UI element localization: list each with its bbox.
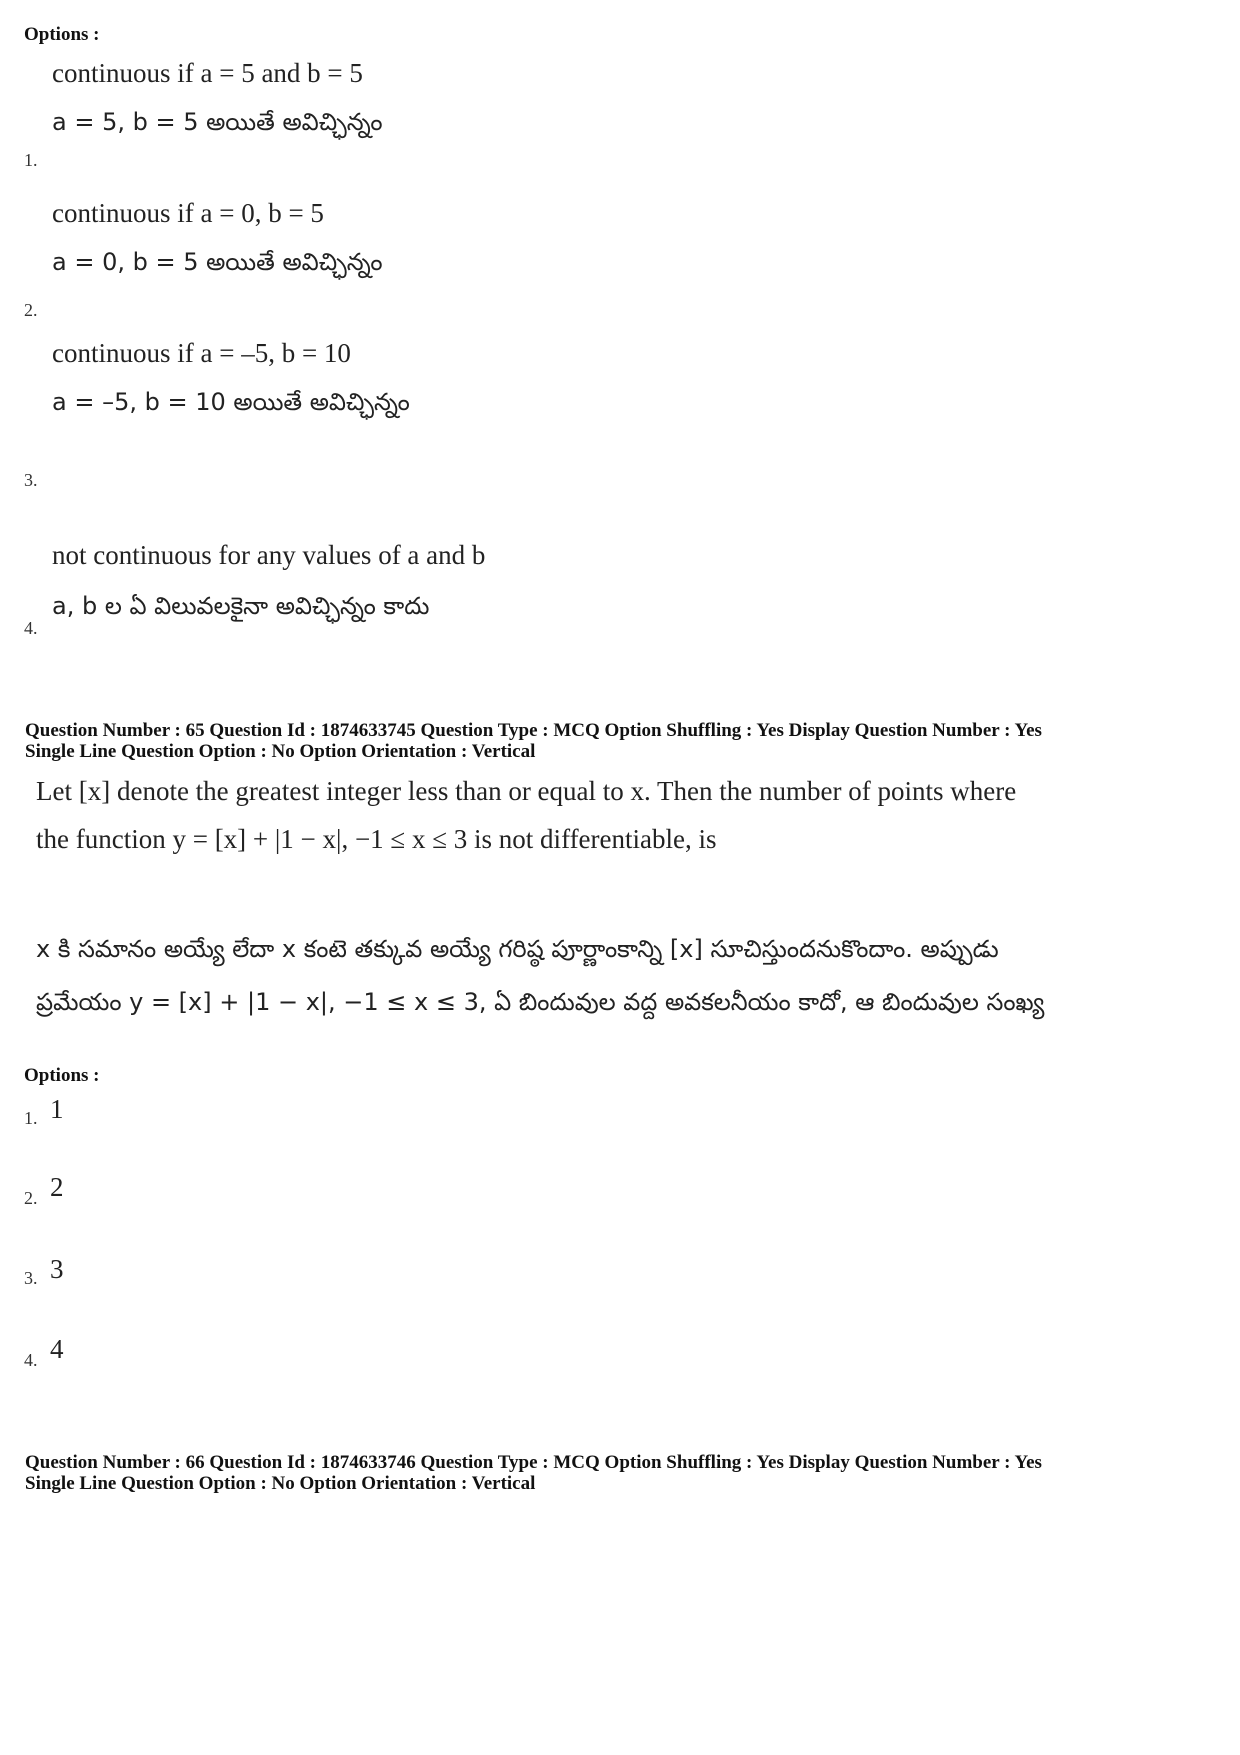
option-telugu-text: a = 5, b = 5 అయితే అవిచ్ఛిన్నం <box>52 108 383 136</box>
question-meta-65 <box>25 720 1042 762</box>
option-value: 1 <box>50 1094 64 1124</box>
options-label: Options : <box>24 24 100 45</box>
option-number: 2. <box>24 1188 38 1208</box>
question-meta-line-1: Question Number : 65 Question Id : 1874633745 Question Type : MCQ Option Shuffling : Yes Display Question Number : Yes <box>25 720 1042 741</box>
option-english-text: continuous if a = 5 and b = 5 <box>52 58 363 88</box>
question-telugu-line-1: x కి సమానం అయ్యే లేదా x కంటె తక్కువ అయ్యే గరిష్ఠ పూర్ణాంకాన్ని [x] సూచిస్తుందనుకొందాం. అప్పుడు <box>36 935 999 963</box>
option-telugu-text: a = 0, b = 5 అయితే అవిచ్ఛిన్నం <box>52 248 383 276</box>
question-meta-line-2: Single Line Question Option : No Option Orientation : Vertical <box>25 1473 536 1494</box>
option-number: 2. <box>24 300 38 320</box>
question-meta-line-1: Question Number : 66 Question Id : 1874633746 Question Type : MCQ Option Shuffling : Yes Display Question Number : Yes <box>25 1452 1042 1473</box>
option-telugu-text: a = –5, b = 10 అయితే అవిచ్ఛిన్నం <box>52 388 410 416</box>
options-label: Options : <box>24 1065 100 1086</box>
option-value: 3 <box>50 1254 64 1284</box>
option-telugu-text: a, b ల ఏ విలువలకైనా అవిచ్ఛిన్నం కాదు <box>52 592 430 620</box>
option-number: 4. <box>24 618 38 638</box>
option-value: 2 <box>50 1172 64 1202</box>
option-english-text: not continuous for any values of a and b <box>52 540 486 570</box>
option-value: 4 <box>50 1334 64 1364</box>
option-number: 3. <box>24 470 38 490</box>
option-english-text: continuous if a = –5, b = 10 <box>52 338 351 368</box>
question-telugu-line-2: ప్రమేయం y = [x] + |1 − x|, −1 ≤ x ≤ 3, ఏ బిందువుల వద్ద అవకలనీయం కాదో, ఆ బిందువుల సంఖ్య <box>36 988 1045 1016</box>
option-number: 1. <box>24 150 38 170</box>
question-english-line-1: Let [x] denote the greatest integer less than or equal to x. Then the number of points where <box>36 776 1017 806</box>
question-english-line-2: the function y = [x] + |1 − x|, −1 ≤ x ≤ 3 is not differentiable, is <box>36 824 717 854</box>
question-meta-line-2: Single Line Question Option : No Option Orientation : Vertical <box>25 741 536 762</box>
option-number: 3. <box>24 1268 38 1288</box>
question-meta-66 <box>25 1452 1042 1494</box>
option-english-text: continuous if a = 0, b = 5 <box>52 198 324 228</box>
option-number: 1. <box>24 1108 38 1128</box>
option-number: 4. <box>24 1350 38 1370</box>
